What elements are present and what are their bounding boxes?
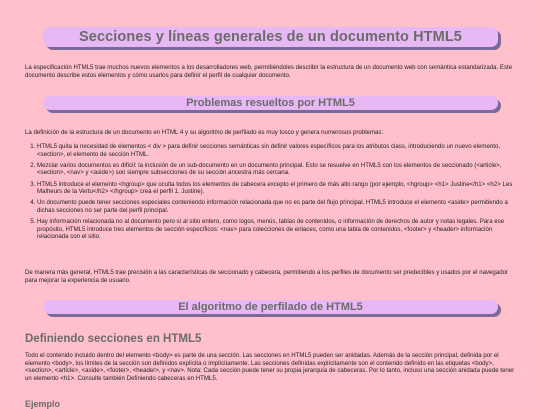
list-item: 1. HTML5 quita la necesidad de elementos < div > para definir secciones semánticas sin definir valores específicos para los atributos class, introduciendo un nuevo elemento, <section>, el elemento de sección HTML. (37, 143, 520, 158)
page-title: Secciones y líneas generales de un documento HTML5 (43, 27, 498, 47)
section-heading-algorithm: El algoritmo de perfilado de HTML5 (43, 300, 498, 314)
list-item: 5. Hay información relacionada no al documento pero sí al sitio entero, como logos, menús, tablas de contenidos, o información de derechos de autor y notas legales. Para ese propósito, HTML5 introduce tres elementos de sección específicos: <nav> para colecciones de enlaces, como una tabla de contenidos, <footer> y <header> información relacionada con el sitio. (37, 218, 520, 241)
defining-sections-paragraph: Todo el contenido incluido dentro del elemento <body> es parte de una sección. Las secciones en HTML5 pueden ser anidadas. Además de la sección principal, definida por el elemento <body>, los límites de la sección son definidos explícita o implícitamente. Las secciones definidas explícitamente son el contenido definido en las etiquetas <body>, <section>, <article>, <aside>, <footer>, <header>, y <nav>. Nota: Cada sección puede tener su propia jerarquía de cabeceras. Por lo tanto, incluso una sección anidada puede tener un elemento <h1>. Consulte también Definiendo cabeceras en HTML5. (25, 352, 515, 382)
problems-closing-paragraph: De manera más general, HTML5 trae precisión a las características de seccionado y cabecera, permitiendo a los perfiles de documento ser predecibles y usados por el navegador para mejorar la experiencia de usuario. (25, 269, 509, 284)
list-item: 3. HTML5 introduce el elemento <hgroup> que oculta todos los elementos de cabecera excepto el primero de más alto rango (por ejemplo, <hgroup> <h1> Justine</h1> <h2> Les Malheurs de la Vertu</h2> </hgroup> crea el perfil 1. Justine). (37, 181, 520, 196)
list-item: 4. Un documento puede tener secciones especiales conteniendo información relacionada que no es parte del flujo principal. HTML5 introduce el elemento <aside> permitiendo a dichas secciones no ser parte del perfil principal. (37, 199, 520, 214)
intro-paragraph: La especificación HTML5 trae muchos nuevos elementos a los desarrolladores web, permitiéndoles describir la estructura de un documento web con semántica estandarizada. Este documento describe estos elementos y cómo usarlos para definir el perfil de cualquier documento. (25, 64, 513, 79)
subheading-example: Ejemplo (25, 399, 61, 409)
list-item: 2. Mezclar varios documentos es difícil: la inclusión de un sub-documento en un documento principal. Esto se resuelve en HTML5 con los elementos de seccionado (<article>, <section>, <nav> y <aside>) son siempre subsecciones de su sección ancestra más cercana. (37, 162, 520, 177)
problems-lead-paragraph: La definición de la estructura de un documento en HTML 4 y su algoritmo de perfilado es muy tosco y genera numerosos problemas: (25, 129, 384, 136)
section-heading-problems: Problemas resueltos por HTML5 (43, 96, 498, 110)
problems-list (25, 143, 520, 245)
subheading-defining-sections: Definiendo secciones en HTML5 (25, 333, 202, 345)
